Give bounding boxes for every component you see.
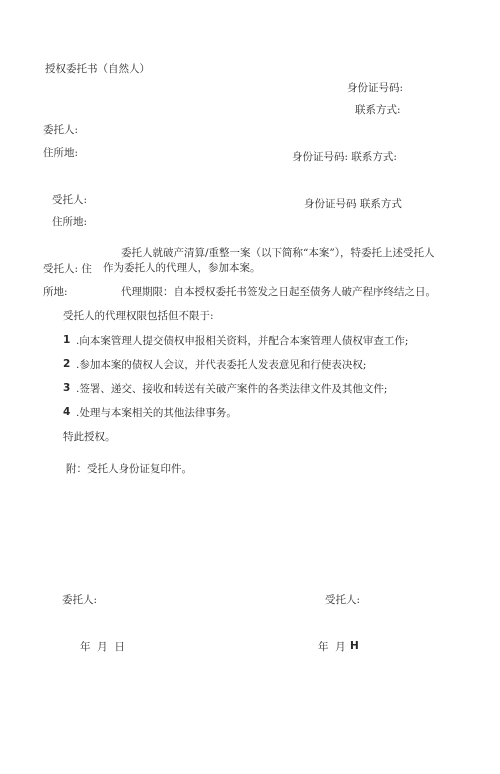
closing-statement: 特此授权。 xyxy=(63,431,116,443)
agent-id-contact-label: 身份证号码 联系方式 xyxy=(304,198,402,210)
scope-item-number: 3 xyxy=(63,382,71,394)
principal-id-number-label: 身份证号码: xyxy=(347,82,404,94)
agent-address-label: 住所地: xyxy=(52,216,88,228)
agent-short-label: 受托人: 住 xyxy=(43,263,92,275)
scope-item-number: 2 xyxy=(63,358,71,370)
signature-principal-label: 委托人: xyxy=(62,594,98,606)
signature-date-left: 年 月 日 xyxy=(80,641,125,653)
scope-item-number: 1 xyxy=(63,334,71,346)
scope-item-text: .向本案管理人提交债权申报相关资料，并配合本案管理人债权审查工作; xyxy=(76,335,409,347)
document-title: 授权委托书（自然人） xyxy=(45,63,150,75)
signature-agent-label: 受托人: xyxy=(325,594,361,606)
scope-item-text: .参加本案的债权人会议，并代表委托人发表意见和行使表决权; xyxy=(76,359,367,371)
address-short-label: 所地: xyxy=(43,286,68,298)
agent-label: 受托人: xyxy=(52,194,88,206)
body-line-2: 作为委托人的代理人，参加本案。 xyxy=(103,262,261,274)
principal-contact-label: 联系方式: xyxy=(355,104,401,116)
principal-address-label: 住所地: xyxy=(43,147,79,159)
signature-date-right: 年 月 xyxy=(318,641,346,653)
body-line-3: 代理期限：自本授权委托书签发之日起至债务人破产程序终结之日。 xyxy=(121,286,436,298)
body-line-1: 委托人就破产清算/重整一案（以下简称“本案”），特委托上述受托人 xyxy=(121,247,435,259)
signature-date-right-mark: H xyxy=(350,640,359,652)
attachment-note: 附：受托人身份证复印件。 xyxy=(66,463,192,475)
principal-id-contact-label: 身份证号码: 联系方式: xyxy=(292,151,397,163)
scope-item-number: 4 xyxy=(63,406,71,418)
principal-label: 委托人: xyxy=(43,124,79,136)
scope-intro: 受托人的代理权限包括但不限于: xyxy=(63,310,214,322)
scope-item-text: .签署、递交、接收和转送有关破产案件的各类法律文件及其他文件; xyxy=(76,383,388,395)
scope-item-text: .处理与本案相关的其他法律事务。 xyxy=(76,407,237,419)
